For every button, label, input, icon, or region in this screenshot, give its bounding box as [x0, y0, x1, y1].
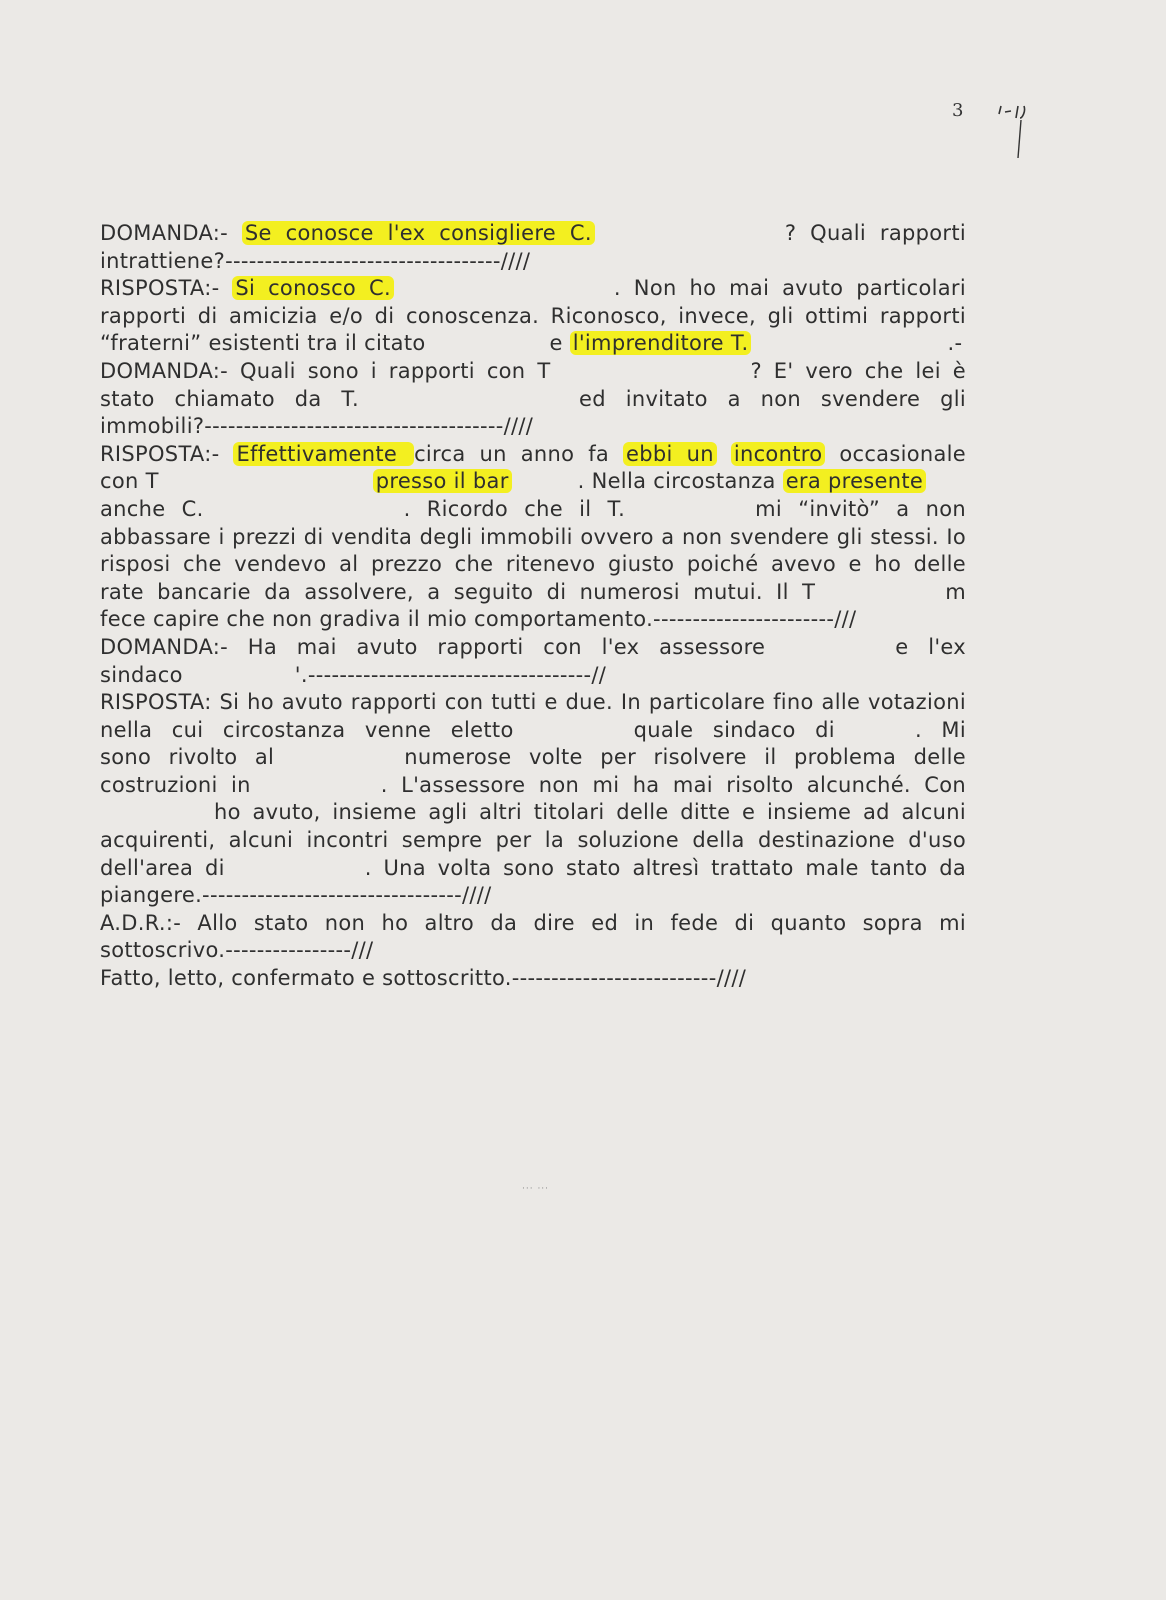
text-line: RISPOSTA: Si ho avuto rapporti con tutti e due. In particolare fino alle votazioni [100, 690, 966, 715]
text-line: sono rivolto al numerose volte per risolvere il problema delle [100, 745, 966, 770]
text-line: rapporti di amicizia e/o di conoscenza. Riconosco, invece, gli ottimi rapporti [100, 303, 966, 328]
highlighted-text: incontro [731, 442, 826, 466]
text-line: RISPOSTA:- Si conosco C. . Non ho mai avuto particolari [100, 276, 966, 301]
text-line: rate bancarie da assolvere, a seguito di numerosi mutui. Il T m [100, 579, 966, 604]
text-line: sottoscrivo.----------------/// [100, 938, 374, 963]
highlighted-text: ebbi un [623, 442, 717, 466]
text-line: con T presso il bar . Nella circostanza era presente [100, 468, 966, 496]
text-line: abbassare i prezzi di vendita degli immobili ovvero a non svendere gli stessi. Io [100, 524, 966, 549]
highlighted-text: Se conosce l'ex consigliere C. [242, 221, 595, 245]
text-line: sindaco '.------------------------------------// [100, 662, 607, 687]
text-line: stato chiamato da T. ed invitato a non svendere gli [100, 386, 967, 411]
highlighted-text: Effettivamente [233, 442, 414, 466]
text-line: “fraterni” esistenti tra il citato e l'imprenditore T. .- [100, 331, 963, 356]
highlighted-text: Si conosco C. [232, 276, 394, 300]
text-line: costruzioni in . L'assessore non mi ha mai risolto alcunché. Con [100, 772, 966, 797]
highlighted-text: presso il bar [373, 469, 512, 493]
footer-mark: ··· ··· [522, 1184, 550, 1194]
text-line: RISPOSTA:- Effettivamente circa un anno fa ebbi un incontro occasionale [100, 441, 966, 466]
text-line: immobili?--------------------------------------//// [100, 414, 534, 439]
text-line: risposi che vendevo al prezzo che ritenevo giusto poiché avevo e ho delle [100, 552, 966, 577]
text-line: fece capire che non gradiva il mio comportamento.-----------------------/// [100, 607, 857, 632]
handwritten-page-mark [996, 100, 1046, 170]
text-line: nella cui circostanza venne eletto quale sindaco di . Mi [100, 717, 966, 742]
deposition-text [100, 220, 966, 993]
text-line: anche C. . Ricordo che il T. mi “invitò” a non [100, 496, 966, 521]
text-line: acquirenti, alcuni incontri sempre per la soluzione della destinazione d'uso [100, 828, 966, 853]
text-line: DOMANDA:- Se conosce l'ex consigliere C. ? Quali rapporti [100, 221, 966, 245]
text-line: A.D.R.:- Allo stato non ho altro da dire ed in fede di quanto sopra mi [100, 910, 966, 935]
text-line: DOMANDA:- Ha mai avuto rapporti con l'ex assessore e l'ex [100, 634, 967, 659]
page-number: 3 [952, 100, 964, 121]
text-line: ho avuto, insieme agli altri titolari delle ditte e insieme ad alcuni [214, 800, 966, 825]
highlighted-text: l'imprenditore T. [570, 331, 752, 355]
highlighted-text: era presente [783, 469, 926, 493]
text-line: Fatto, letto, confermato e sottoscritto.--------------------------//// [100, 966, 747, 991]
text-line: piangere.---------------------------------//// [100, 883, 492, 908]
text-line: DOMANDA:- Quali sono i rapporti con T ? E' vero che lei è [100, 358, 966, 383]
text-line: intrattiene?-----------------------------------//// [100, 248, 531, 273]
text-line: dell'area di . Una volta sono stato altresì trattato male tanto da [100, 855, 966, 880]
